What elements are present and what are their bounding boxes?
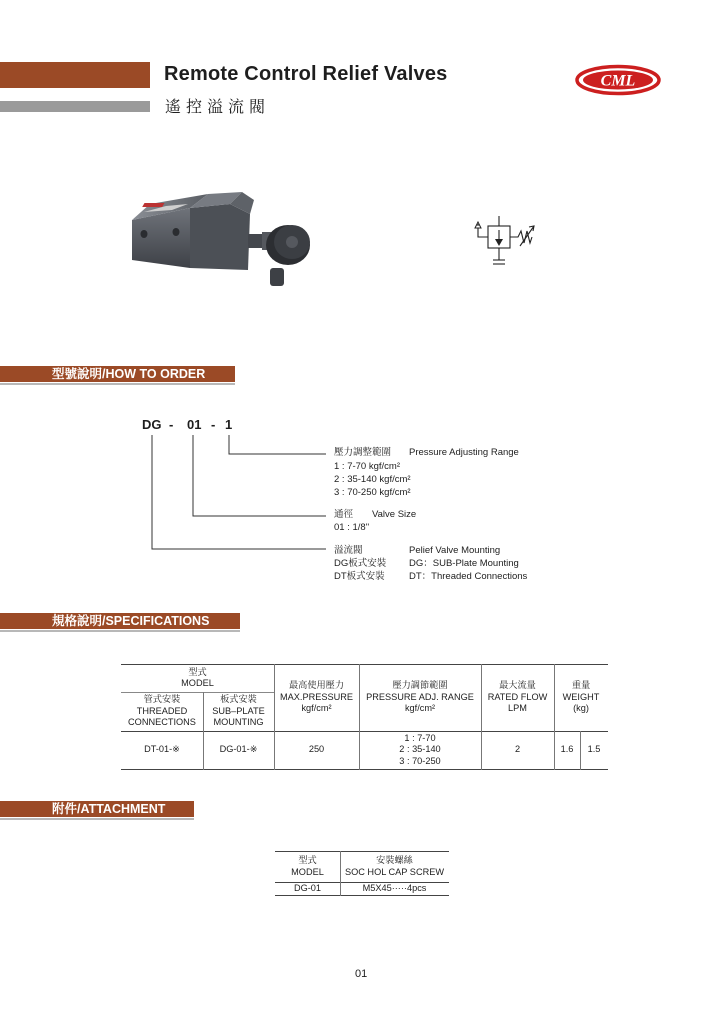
weight-zh: 重量 xyxy=(571,680,591,691)
logo-text: CML xyxy=(600,72,636,90)
max-pressure-cell: 250 xyxy=(308,744,325,755)
subplate-model-cell: DG-01-※ xyxy=(219,744,258,755)
section-divider xyxy=(0,818,194,820)
order-code-dash: - xyxy=(211,417,216,432)
valve-size-option: 01 : 1/8" xyxy=(334,522,370,533)
attach-model-header xyxy=(275,851,340,882)
pressure-adj-unit: kgf/cm² xyxy=(404,703,436,714)
pressure-adj-header xyxy=(359,664,481,731)
mounting-label-en: Pelief Valve Mounting xyxy=(409,545,501,556)
pressure-range-label-en: Pressure Adjusting Range xyxy=(409,447,519,458)
threaded-header-en2: CONNECTIONS xyxy=(128,717,196,728)
subplate-header xyxy=(203,692,274,731)
model-header xyxy=(121,664,274,692)
attach-screw-en: SOC HOL CAP SCREW xyxy=(344,866,445,877)
valve-size-label-en: Valve Size xyxy=(372,509,417,520)
how-to-order-header: 型號說明/HOW TO ORDER xyxy=(0,366,235,382)
threaded-header-en: THREADED xyxy=(136,705,188,716)
pressure-adj-zh: 壓力調節範圍 xyxy=(392,680,448,691)
subplate-header-zh: 板式安裝 xyxy=(220,694,257,705)
rated-flow-unit: LPM xyxy=(508,703,527,714)
threaded-header xyxy=(121,692,203,731)
rated-flow-zh: 最大流量 xyxy=(499,680,536,691)
mounting-option-zh: DG板式安裝 xyxy=(334,558,387,569)
valve-size-label-zh: 通徑 xyxy=(334,509,354,520)
range-value: 1 : 7-70 xyxy=(404,732,436,743)
weight-en: WEIGHT xyxy=(562,691,600,702)
order-code-size: 01 xyxy=(187,417,202,432)
attach-model-en: MODEL xyxy=(291,866,324,877)
order-code-dash: - xyxy=(169,417,174,432)
page-title: Remote Control Relief Valves xyxy=(164,63,448,85)
range-value: 3 : 70-250 xyxy=(399,755,441,766)
attachment-header: 附件/ATTACHMENT xyxy=(0,801,194,817)
attach-screw-cell: M5X45·····4pcs xyxy=(362,882,427,893)
rated-flow-en: RATED FLOW xyxy=(487,691,548,702)
pressure-option: 3 : 70-250 kgf/cm² xyxy=(334,487,411,498)
weight-header xyxy=(554,664,608,731)
max-pressure-header xyxy=(274,664,359,731)
mounting-option-en: DT：Threaded Connections xyxy=(409,571,528,582)
specifications-header: 規格說明/SPECIFICATIONS xyxy=(0,613,240,629)
weight-unit: (kg) xyxy=(573,703,589,714)
range-value: 2 : 35-140 xyxy=(399,744,441,755)
mounting-option-en: DG：SUB-Plate Mounting xyxy=(409,558,519,569)
subplate-header-en2: MOUNTING xyxy=(213,717,264,728)
mounting-option-zh: DT板式安裝 xyxy=(334,571,385,582)
max-pressure-en: MAX.PRESSURE xyxy=(279,691,353,702)
rated-flow-cell: 2 xyxy=(514,744,521,755)
order-code-range: 1 xyxy=(225,417,233,432)
specifications-table xyxy=(121,664,608,770)
threaded-header-zh: 管式安裝 xyxy=(143,694,181,705)
order-code-series: DG xyxy=(142,417,162,432)
section-divider xyxy=(0,630,240,632)
mounting-label-zh: 溢流閥 xyxy=(334,545,363,556)
page-number: 01 xyxy=(355,968,368,980)
attach-screw-header xyxy=(340,851,449,882)
weight-dt-cell: 1.6 xyxy=(560,744,574,755)
attach-screw-zh: 安裝螺絲 xyxy=(376,855,413,865)
pressure-option: 1 : 7-70 kgf/cm² xyxy=(334,461,400,472)
attachment-table xyxy=(275,851,449,896)
subplate-header-en: SUB–PLATE xyxy=(212,705,265,716)
pressure-range-label-zh: 壓力調整範圍 xyxy=(334,447,392,458)
max-pressure-unit: kgf/cm² xyxy=(301,703,332,714)
pressure-option: 2 : 35-140 kgf/cm² xyxy=(334,474,411,485)
max-pressure-zh: 最高使用壓力 xyxy=(288,680,345,691)
model-header-en: MODEL xyxy=(181,678,214,688)
threaded-model-cell: DT-01-※ xyxy=(144,744,180,755)
attach-model-cell: DG-01 xyxy=(293,882,322,893)
pressure-adj-en: PRESSURE ADJ. RANGE xyxy=(366,691,474,702)
attach-model-zh: 型式 xyxy=(298,855,317,865)
pressure-range-cell xyxy=(359,731,481,769)
model-header-zh: 型式 xyxy=(188,666,207,677)
weight-dg-cell: 1.5 xyxy=(587,744,601,755)
page-title-chinese: 遙控溢流閥 xyxy=(165,97,271,116)
rated-flow-header xyxy=(481,664,554,731)
